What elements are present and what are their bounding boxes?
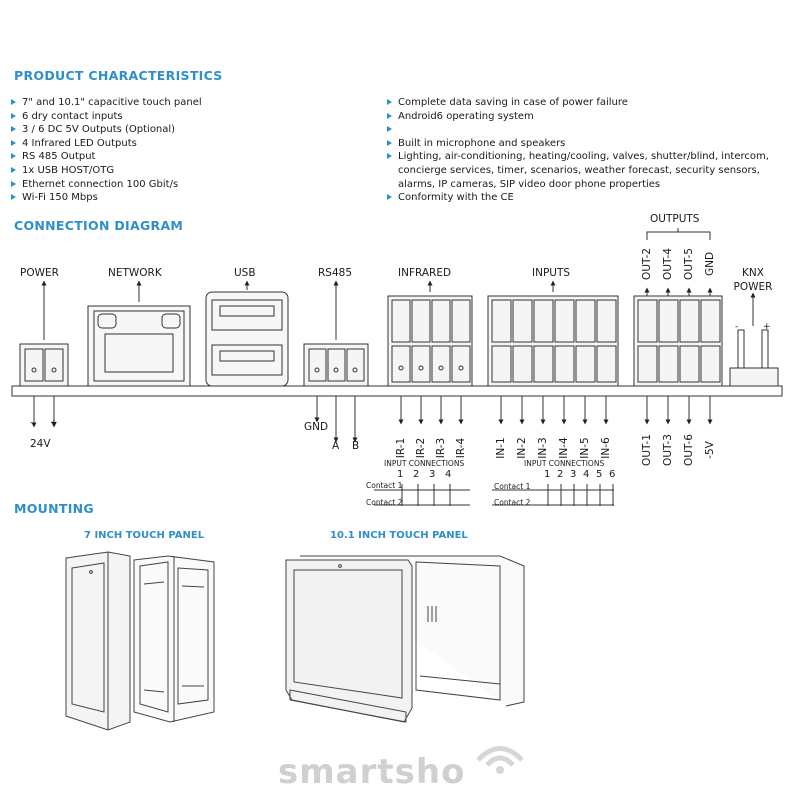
panel-10-title: 10.1 INCH TOUCH PANEL: [330, 530, 468, 541]
ir-2-label: IR-2: [415, 437, 427, 459]
power-plus-label: +: [50, 418, 58, 428]
in-1-label: IN-1: [495, 437, 507, 459]
feature-item: 7" and 10.1" capacitive touch panel: [10, 96, 202, 110]
power-minus-label: -: [30, 418, 34, 428]
ir-1-label: IR-1: [395, 437, 407, 459]
in-contact-1-label: Contact 1: [494, 482, 531, 491]
out-1-label: OUT-1: [641, 434, 653, 466]
feature-item: Ethernet connection 100 Gbit/s: [10, 178, 202, 192]
out-6-label: OUT-6: [683, 434, 695, 466]
ir-input-connections-title: INPUT CONNECTIONS: [384, 459, 465, 468]
ir-contact-2-label: Contact 2: [366, 498, 403, 507]
out-minus5v-label: -5V: [704, 441, 716, 459]
feature-item: 3 / 6 DC 5V Outputs (Optional): [10, 123, 202, 137]
mounting-heading: MOUNTING: [14, 501, 94, 516]
network-label: NETWORK: [108, 267, 162, 279]
out-2-label: OUT-2: [641, 248, 653, 280]
panel-10-illustration: [286, 556, 524, 722]
knx-minus-label: -: [735, 322, 739, 332]
feature-item: Lighting, air-conditioning, heating/cooling, valves, shutter/blind, intercom, concierge services, timer, scenarios, weather forecast, security sensors, alarms, IP cameras, SIP video door phone properties: [386, 150, 776, 191]
panel-7-backbox-illustration: [134, 556, 214, 722]
in-3-label: IN-3: [537, 437, 549, 459]
out-3-label: OUT-3: [662, 434, 674, 466]
feature-item: Wi-Fi 150 Mbps: [10, 191, 202, 205]
feature-item: 6 dry contact inputs: [10, 110, 202, 124]
a-label: A: [332, 440, 340, 452]
inputs-label: INPUTS: [532, 267, 571, 279]
voltage-label: 24V: [30, 438, 51, 450]
feature-item: 4 Infrared LED Outputs: [10, 137, 202, 151]
usb-label: USB: [234, 267, 256, 279]
input-number: 3: [429, 469, 436, 480]
feature-item: Built in microphone and speakers: [386, 137, 786, 151]
out-gnd-label: GND: [704, 251, 716, 277]
input-number: 1: [544, 469, 551, 480]
in-2-label: IN-2: [516, 437, 528, 459]
panel-7-front-illustration: [66, 552, 130, 730]
feature-item: RS 485 Output: [10, 150, 202, 164]
connection-diagram-heading: CONNECTION DIAGRAM: [14, 218, 184, 233]
input-number: 1: [397, 469, 404, 480]
input-number: 4: [583, 469, 590, 480]
input-number: 5: [596, 469, 603, 480]
input-number: 3: [570, 469, 577, 480]
in-contact-2-label: Contact 2: [494, 498, 531, 507]
panel-7-title: 7 INCH TOUCH PANEL: [84, 530, 205, 541]
input-number: 2: [413, 469, 420, 480]
outputs-label: OUTPUTS: [650, 213, 700, 225]
out-4-label: OUT-4: [662, 248, 674, 280]
knx-plus-label: +: [763, 322, 771, 332]
product-characteristics-heading: PRODUCT CHARACTERISTICS: [14, 68, 223, 83]
watermark: smartsho: [278, 752, 466, 792]
feature-item: Conformity with the CE: [386, 191, 786, 205]
rs485-label: RS485: [318, 267, 353, 279]
gnd-label: GND: [304, 421, 329, 433]
out-5-label: OUT-5: [683, 248, 695, 280]
b-label: B: [352, 440, 360, 452]
in-input-connections-title: INPUT CONNECTIONS: [524, 459, 605, 468]
input-number: 2: [557, 469, 564, 480]
in-6-label: IN-6: [600, 437, 612, 459]
feature-item: Complete data saving in case of power failure: [386, 96, 786, 110]
knx-power-label: KNX POWER: [733, 267, 773, 293]
ir-contact-1-label: Contact 1: [366, 481, 403, 490]
feature-item: 1x USB HOST/OTG: [10, 164, 202, 178]
input-number: 6: [609, 469, 616, 480]
in-5-label: IN-5: [579, 437, 591, 459]
ir-3-label: IR-3: [435, 437, 447, 459]
feature-item: Android6 operating system: [386, 110, 786, 124]
input-number: 4: [445, 469, 452, 480]
ir-4-label: IR-4: [455, 437, 467, 459]
power-label: POWER: [20, 267, 59, 279]
in-4-label: IN-4: [558, 437, 570, 459]
infrared-label: INFRARED: [398, 267, 452, 279]
